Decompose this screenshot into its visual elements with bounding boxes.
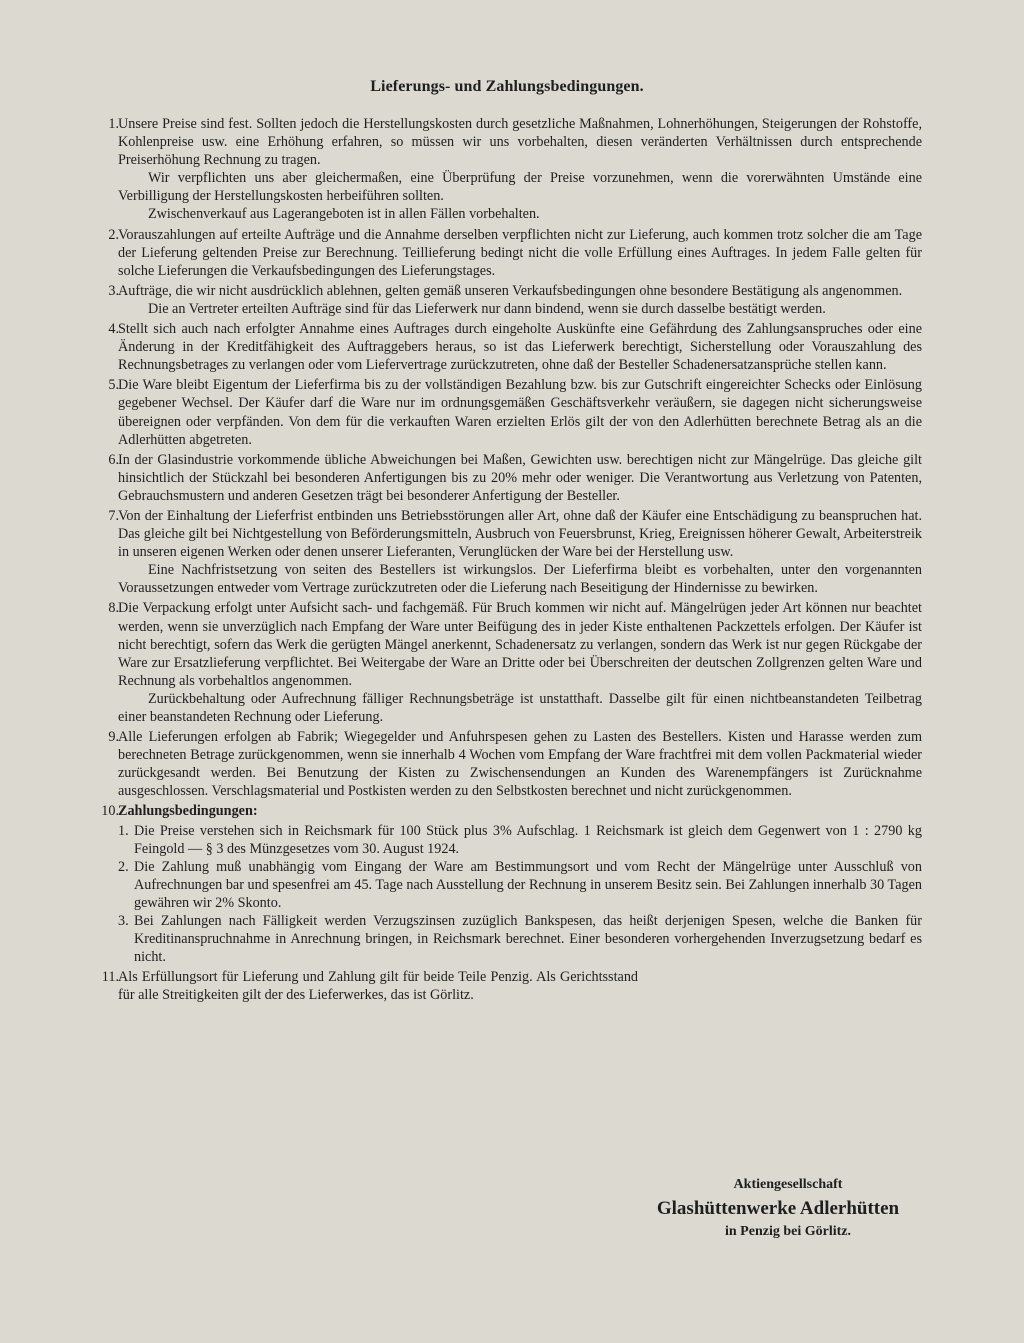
item-paragraph: Eine Nachfristsetzung von seiten des Bestellers ist wirkungslos. Der Lieferfirma bleibt es vorbehalten, unter den vorgenannten Voraussetzungen entweder vom Vertrage zurückzutreten oder die Lieferung nach Beseitigung der Hindernisse zu bewirken.	[118, 562, 922, 597]
signature-block	[598, 1174, 958, 1242]
condition-item	[92, 507, 922, 597]
item-paragraph: Stellt sich auch nach erfolgter Annahme eines Auftrages durch eingeholte Auskünfte eine Gefährdung des Zahlungsanspruches oder eine Änderung in der Kreditfähigkeit des Auftraggebers heraus, so ist das Lieferwerk berechtigt, Sicherstellung oder Vorauszahlung des Rechnungsbetrages zu verlangen oder vom Liefervertrage zurückzutreten, ohne daß der Besteller Schadenersatzansprüche stellen kann.	[118, 321, 922, 374]
subitem-number: 3.	[118, 913, 129, 930]
payment-subitem	[118, 912, 922, 966]
item-paragraph: Die an Vertreter erteilten Aufträge sind für das Lieferwerk nur dann bindend, wenn sie durch dasselbe bestätigt werden.	[148, 300, 826, 317]
item-number: 7.	[108, 507, 119, 524]
item-number: 1.	[108, 116, 119, 132]
item-number: 9.	[108, 729, 119, 746]
item-body	[118, 507, 922, 597]
company-location: in Penzig bei Görlitz.	[725, 1224, 851, 1239]
item-paragraph: Zurückbehaltung oder Aufrechnung fälliger Rechnungsbeträge ist unstatthaft. Dasselbe gilt für einen nichtbeanstandeten Teilbetrag einer beanstandeten Rechnung oder Lieferung.	[118, 690, 922, 725]
subitem-text: Die Preise verstehen sich in Reichsmark für 100 Stück plus 3% Aufschlag. 1 Reichsmark ist gleich dem Gegenwert von 1 : 2790 kg Feingold — § 3 des Münzgesetzes vom 30. August 1924.	[134, 822, 922, 857]
item-number: 2.	[108, 226, 119, 243]
payment-subitem	[118, 822, 922, 858]
numbered-items	[92, 115, 922, 800]
item-body	[118, 115, 922, 224]
item-paragraph: In der Glasindustrie vorkommende übliche Abweichungen bei Maßen, Gewichten usw. berechtigen nicht zur Mängelrüge. Das gleiche gilt hinsichtlich der Stückzahl bei besonderen Anfertigungen bis zu 20% mehr oder weniger. Die Verantwortung aus Verletzung von Patenten, Gebrauchsmustern und anderen Gesetzen trägt bei besonderer Anfertigung der Besteller.	[118, 451, 922, 504]
item-number: 11.	[101, 969, 119, 986]
item-body	[118, 282, 922, 318]
subitem-number: 1.	[118, 822, 129, 839]
item-paragraph: Zwischenverkauf aus Lagerangeboten ist in allen Fällen vorbehalten.	[148, 206, 540, 223]
item-paragraph: Wir verpflichten uns aber gleichermaßen, eine Überprüfung der Preise vorzunehmen, wenn die vorerwähnten Umstände eine Verbilligung der Herstellungskosten herbeiführen sollten.	[118, 170, 922, 205]
item-number: 6.	[108, 451, 119, 468]
item-number: 3.	[108, 282, 119, 299]
condition-item	[92, 376, 922, 448]
item-paragraph: Die Ware bleibt Eigentum der Lieferfirma bis zu der vollständigen Bezahlung bzw. bis zur Gutschrift eingereichter Schecks oder Einlösung gegebener Wechsel. Der Käufer darf die Ware nur im ordnungsgemäßen Geschäftsverkehr veräußern, sie dagegen nicht sicherungsweise übereignen oder verpfänden. Von dem für die verkauften Waren erzielten Erlös gilt der von den Adlerhütten berechnete Betrag als an die Adlerhütten abgetreten.	[118, 377, 922, 448]
item-body	[118, 451, 922, 505]
payment-subitems	[118, 822, 922, 967]
subitem-text: Bei Zahlungen nach Fälligkeit werden Verzugszinsen zuzüglich Bankspesen, das heißt derjenigen Spesen, welche die Banken für Kreditinanspruchnahme in Anrechnung bringen, in Reichsmark berechnet. Einer besonderen vorhergehenden Inverzugsetzung bedarf es nicht.	[134, 913, 922, 966]
item-number: 8.	[108, 600, 119, 617]
item-body	[118, 599, 922, 726]
item-body	[118, 320, 922, 374]
item-number: 10.	[101, 803, 119, 820]
condition-item	[92, 599, 922, 726]
condition-item	[92, 115, 922, 224]
condition-item	[92, 728, 922, 800]
payment-subitem	[118, 858, 922, 912]
item-paragraph: Alle Lieferungen erfolgen ab Fabrik; Wiegegelder und Anfuhrspesen gehen zu Lasten des Bestellers. Kisten und Harasse werden zum berechneten Betrage zurückgenommen, wenn sie innerhalb 4 Wochen vom Empfang der Ware frachtfrei mit dem vollen Packmaterial wieder zurückgesandt werden. Bei Benutzung der Kisten zu Zwischensendungen an Kunden des Warenempfängers ist Zurücknahme ausgeschlossen. Verschlagsmaterial und Postkisten werden zu den Selbstkosten berechnet und nicht zurückgenommen.	[118, 729, 922, 800]
item-number: 5.	[108, 377, 119, 394]
item-body	[118, 802, 922, 966]
item-paragraph: Vorauszahlungen auf erteilte Aufträge und die Annahme derselben verpflichten nicht zur Lieferung, auch kommen trotz solcher die am Tage der Lieferung geltenden Preise zur Berechnung. Teillieferung bedingt nicht die volle Erfüllung eines Auftrages. In jedem Falle gelten für solche Lieferungen die Verkaufsbedingungen des Lieferungstages.	[118, 226, 922, 279]
document-title: Lieferungs- und Zahlungsbedingungen.	[370, 78, 644, 95]
jurisdiction-item	[92, 968, 922, 1004]
item-paragraph: Aufträge, die wir nicht ausdrücklich ablehnen, gelten gemäß unseren Verkaufsbedingungen ohne besondere Bestätigung als angenommen.	[118, 282, 903, 299]
company-name: Glashüttenwerke Adlerhütten	[656, 1198, 900, 1219]
conditions-list	[92, 115, 922, 1005]
item-body	[118, 728, 922, 800]
item-body	[118, 226, 922, 280]
payment-terms-item	[92, 802, 922, 966]
item-body	[118, 376, 922, 448]
item-body	[118, 968, 922, 1004]
condition-item	[92, 320, 922, 374]
subitem-text: Die Zahlung muß unabhängig vom Eingang der Ware am Bestimmungsort und vom Recht der Mängelrüge unter Ausschluß von Aufrechnungen bar und spesenfrei am 45. Tage nach Ausstellung der Rechnung in unserem Besitz sein. Bei Zahlungen innerhalb 30 Tagen gewähren wir 2% Skonto.	[134, 858, 922, 911]
company-type: Aktiengesellschaft	[733, 1177, 843, 1192]
subitem-number: 2.	[118, 858, 129, 875]
payment-terms-heading: Zahlungsbedingungen:	[118, 803, 258, 820]
item-number: 4.	[108, 321, 119, 338]
jurisdiction-text: Als Erfüllungsort für Lieferung und Zahlung gilt für beide Teile Penzig. Als Gerichtsstand für alle Streitigkeiten gilt der des Lieferwerkes, das ist Görlitz.	[118, 969, 638, 1004]
condition-item	[92, 282, 922, 318]
item-paragraph: Die Verpackung erfolgt unter Aufsicht sach- und fachgemäß. Für Bruch kommen wir nicht auf. Mängelrügen jeder Art können nur beachtet werden, wenn sie unverzüglich nach Empfang der Ware unter Beifügung des in jeder Kiste enthaltenen Packzettels erfolgen. Der Käufer ist nicht berechtigt, sofern das Werk die gerügten Mängel anerkennt, Schadenersatz zu verlangen, sondern das Werk ist nur gegen Rückgabe der Ware zur Ersatzlieferung verpflichtet. Bei Weitergabe der Ware an Dritte oder bei Überschreiten der deutschen Zollgrenzen gelten Ware und Rechnung als vorbehaltlos angenommen.	[118, 600, 922, 689]
condition-item	[92, 226, 922, 280]
condition-item	[92, 451, 922, 505]
item-paragraph: Unsere Preise sind fest. Sollten jedoch die Herstellungskosten durch gesetzliche Maßnahmen, Lohnerhöhungen, Steigerungen der Rohstoffe, Kohlenpreise usw. eine Erhöhung erfahren, so müssen wir uns vorbehalten, diesen veränderten Verhältnissen durch entsprechende Preiserhöhung Rechnung zu tragen.	[118, 116, 922, 169]
item-paragraph: Von der Einhaltung der Lieferfrist entbinden uns Betriebsstörungen aller Art, ohne daß der Käufer eine Entschädigung zu beanspruchen hat. Das gleiche gilt bei Nichtgestellung von Beförderungsmitteln, Ausbruch von Feuersbrunst, Krieg, Ereignissen höherer Gewalt, Arbeiterstreik in unseren eigenen Werken oder denen unserer Lieferanten, Verunglücken der Ware bei der Herstellung usw.	[118, 507, 922, 561]
